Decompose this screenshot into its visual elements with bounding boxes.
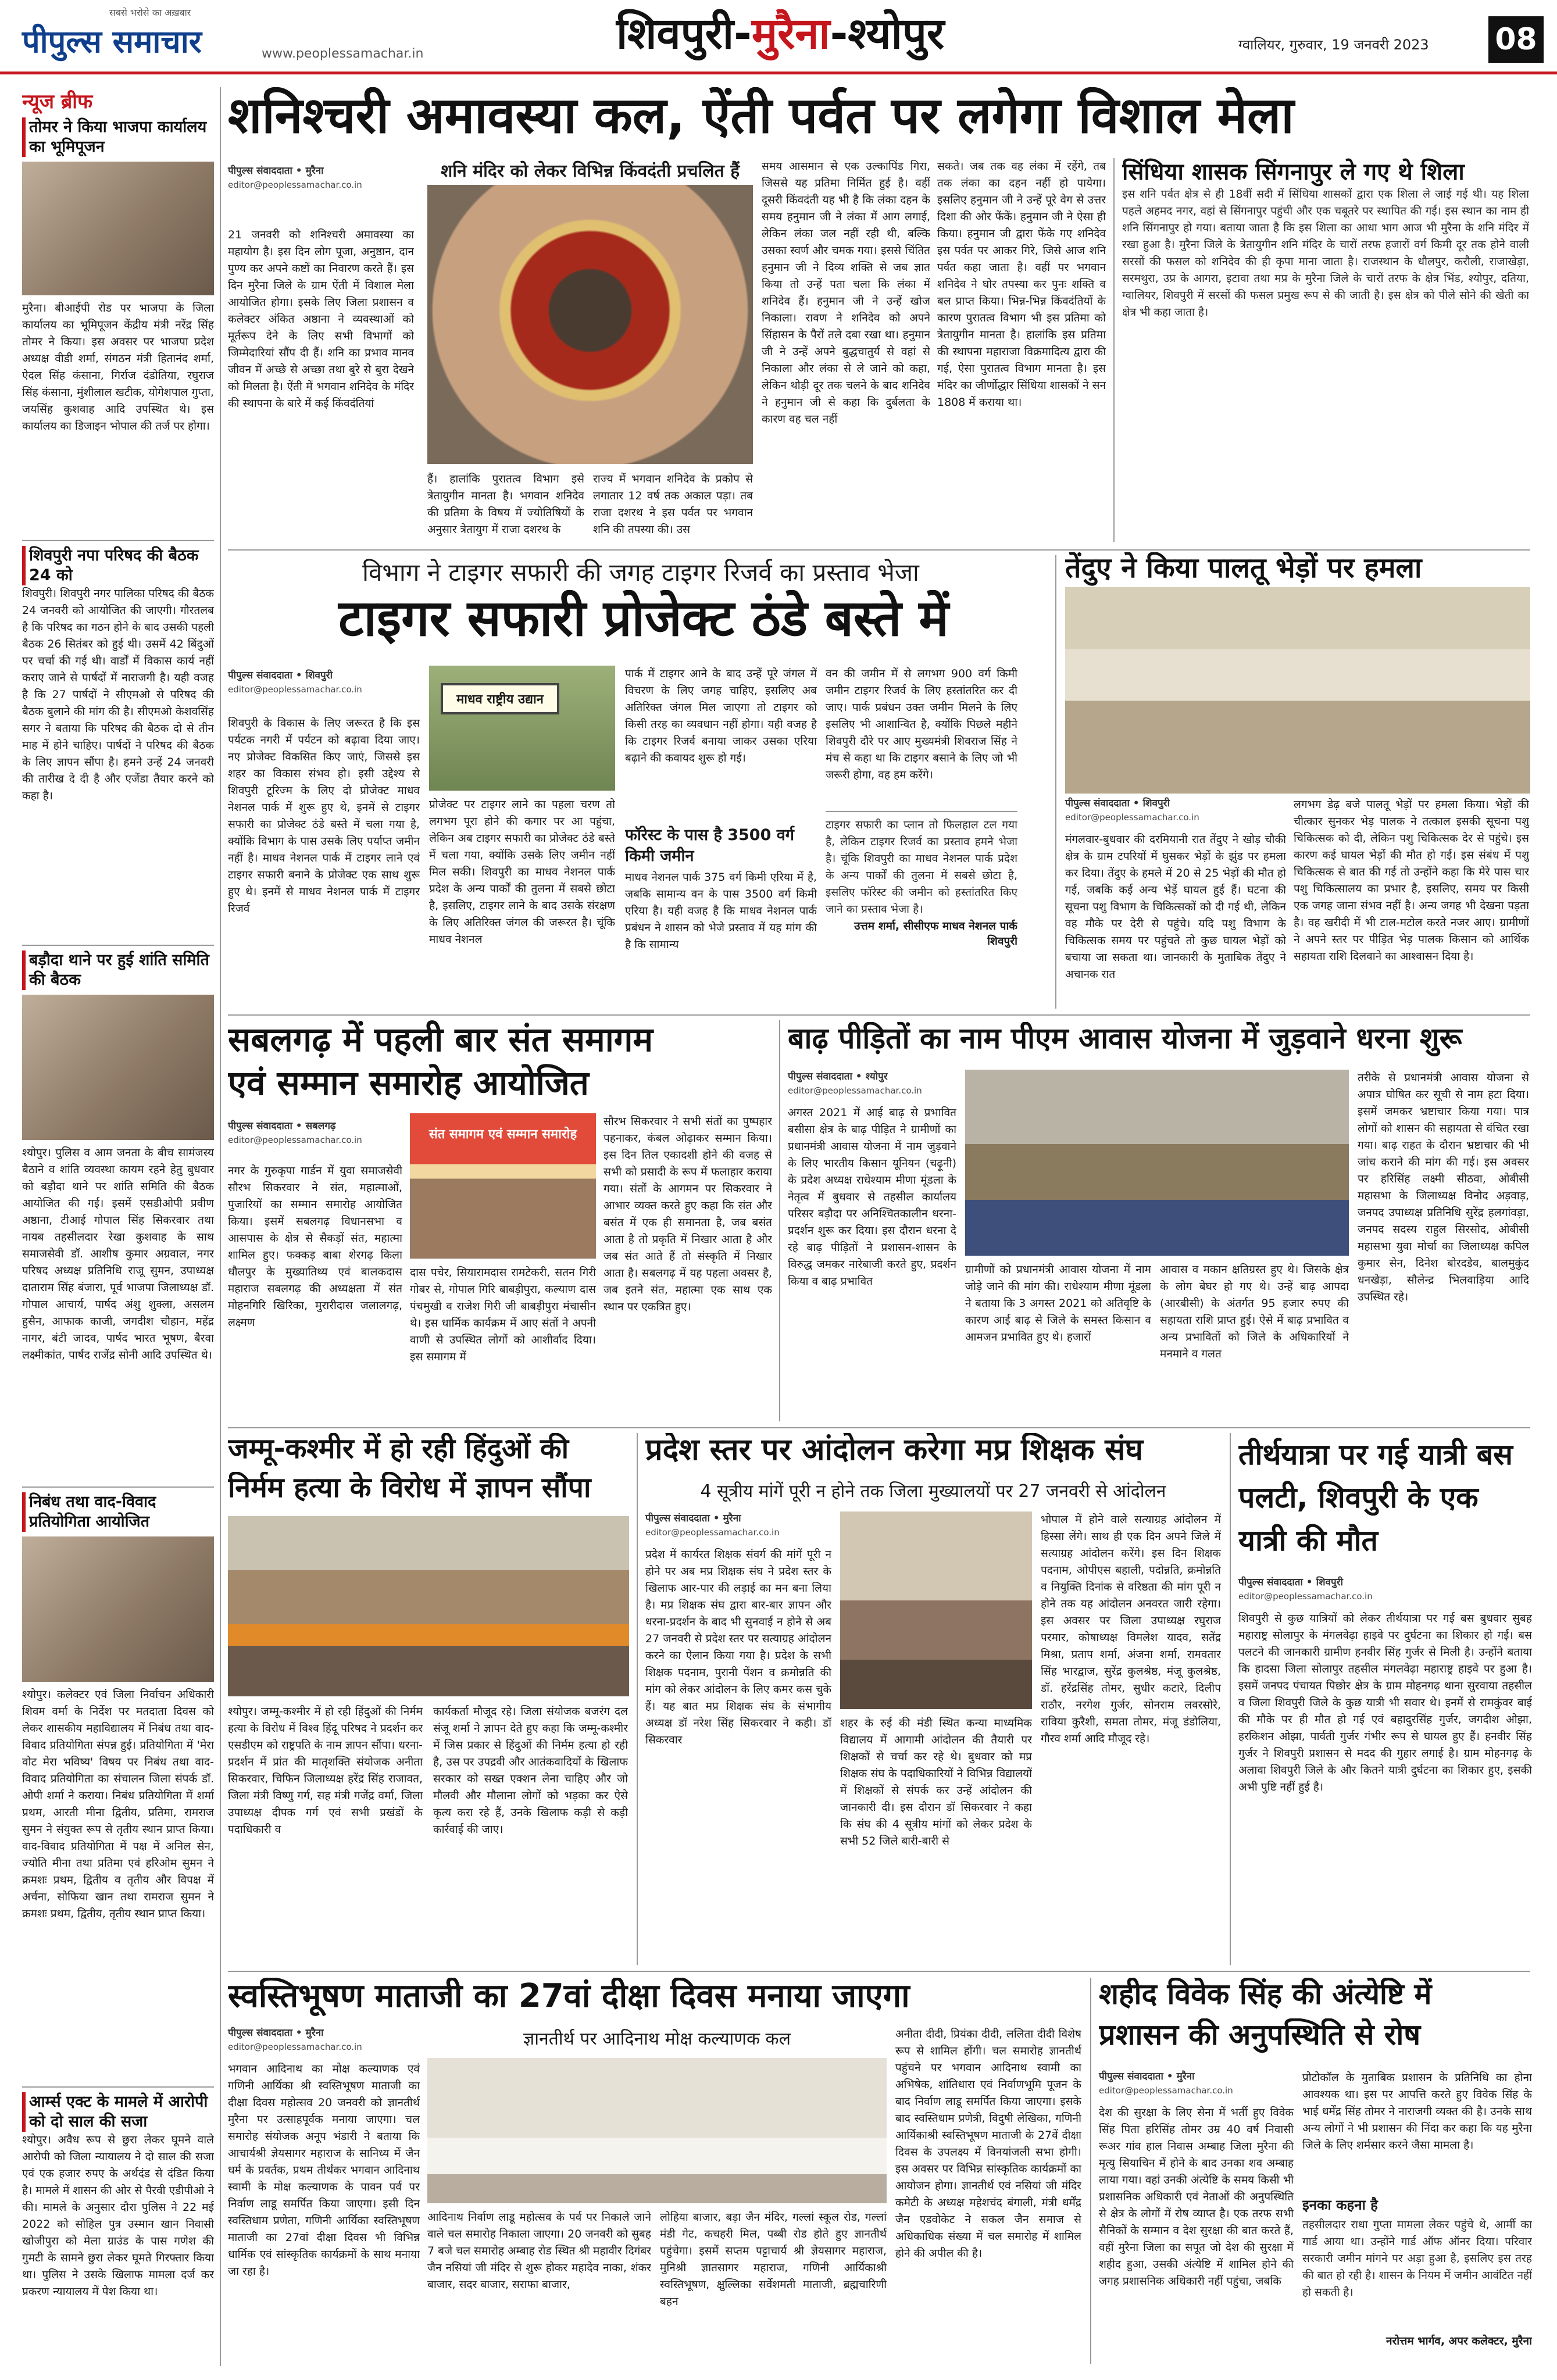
martyr-headline-2: प्रशासन की अनुपस्थिति से रोष	[1099, 2018, 1421, 2052]
martyr-headline-1: शहीद विवेक सिंह की अंत्येष्टि में	[1099, 1978, 1432, 2011]
brief-item	[22, 1492, 214, 2082]
byline-email: editor@peoplessamachar.co.in	[228, 1135, 362, 1145]
brief-photo	[22, 162, 214, 295]
martyr-col-2: प्रोटोकॉल के मुताबिक प्रशासन के प्रतिनिधि का होना आवश्यक था। इस पर आपत्ति करते हुए विवेक सिंह के भाई धर्मेंद्र सिंह तोमर ने नाराजगी व्यक्त की है। उनके साथ अन्य लोगों ने भी प्रशासन की निंदा कर कहा कि यह मुरैना जिले के लिए शर्मसार करने जैसा मामला है।	[1302, 2071, 1532, 2152]
tiger-byline	[228, 669, 420, 696]
flood-col-2: ग्रामीणों को प्रधानमंत्री आवास योजना में नाम जोड़े जाने की मांग की। राधेश्याम मीणा मूंडला ने बताया कि 3 अगस्त 2021 को अतिवृष्टि के कारण आई बाढ़ से जिले के समस्त किसान व आमजन प्रभावित हुए थे। हजारों	[965, 1263, 1151, 1343]
brief-item	[22, 950, 214, 1482]
section-divider	[228, 1971, 1530, 1972]
teachers-kicker: 4 सूत्रीय मांगें पूरी न होने तक जिला मुख्यालयों पर 27 जनवरी से आंदोलन	[700, 1481, 1166, 1502]
column-divider	[1090, 1978, 1091, 2364]
brief-photo	[22, 995, 214, 1140]
tiger-col-3b: माधव नेशनल पार्क 375 वर्ग किमी एरिया में है, जबकि सामान्य वन के पास 3500 वर्ग किमी एरिया है। यही वजह है कि माधव नेशनल पार्क प्रबंधन ने शासन को भेजे प्रस्ताव में यह मांग की है कि सामान्य	[625, 871, 817, 951]
section-title-2: मुरैना	[751, 9, 830, 59]
column-divider	[637, 1433, 638, 1965]
sidebar-body: इस शनि पर्वत क्षेत्र से ही 18वीं सदी में सिंधिया शासकों द्वारा एक शिला ले जाई गई थी। यह शिला पहले अहमद नगर, वहां से सिंगनापुर पहुंची और एक चबूतरे पर स्थापित की गई। इस स्थान का नाम ही शनि सिंगनापुर हो गया। बताया जाता है कि इस शिला का आधा भाग आज भी मुरैना के शनि मंदिर में रखा हुआ है। मुरैना जिले के त्रेतायुगीन शनि मंदिर के चारों तरफ हजारों वर्ग किमी दूर तक होने वाली सरसों की फसल को शनिदेव की ही कृपा माना जाता है। राजस्थान के धौलपुर, करौली, राजाखेड़ा, सरमथुरा, उप्र के आगरा, इटावा तथा मप्र के मुरैना जिले के चारों तरफ के क्षेत्र भिंड, श्योपुर, दतिया, ग्वालियर, शिवपुरी में सरसों की फसल प्रमुख रूप से की जाती है। इस क्षेत्र को पीले सोने की खेती का क्षेत्र भी कहा जाता है।	[1122, 188, 1529, 319]
quote-label: इनका कहना है	[1302, 2197, 1378, 2213]
byline-text: पीपुल्स संवाददाता • शिवपुरी	[1238, 1577, 1344, 1588]
sheep-photo	[1065, 587, 1530, 794]
logo-text: पीपुल्स समाचार	[22, 23, 202, 60]
swasti-col-4: अनीता दीदी, प्रियंका दीदी, ललिता दीदी विशेष रूप से शामिल होंगी। चल समारोह ज्ञानतीर्थ पहुंचने पर भगवान आदिनाथ स्वामी का अभिषेक, शांतिधारा एवं निर्वाणभूमि पूजन के बाद निर्वाण लाडू समर्पित किया जाएगा। इसके बाद स्वस्तिधाम प्रणेत्री, विदुषी लेखिका, गणिनी आर्यिकाश्री स्वस्तिभूषण माताजी के 27वें दीक्षा दिवस के उपलक्ष्य में विनयांजली सभा होगी। इस अवसर पर विभिन्न सांस्कृतिक कार्यक्रमों का आयोजन होगा। ज्ञानतीर्थ एवं नसियां जी मंदिर कमेटी के अध्यक्ष महेशचंद बंगाली, मंत्री धर्मेंद्र जैन एडवोकेट ने सकल जैन समाज से अधिकाधिक संख्या में चल समारोह में शामिल होने की अपील की है।	[895, 2028, 1081, 2260]
tiger-headline: टाइगर सफारी प्रोजेक्ट ठंडे बस्ते में	[338, 590, 949, 648]
park-sign: माधव राष्ट्रीय उद्यान	[441, 683, 559, 714]
leopard-headline: तेंदुए ने किया पालतू भेड़ों पर हमला	[1065, 552, 1422, 584]
teachers-headline: प्रदेश स्तर पर आंदोलन करेगा मप्र शिक्षक संघ	[645, 1433, 1144, 1467]
byline-email: editor@peoplessamachar.co.in	[1065, 812, 1199, 823]
column-divider	[220, 87, 221, 2366]
martyr-col-1: देश की सुरक्षा के लिए सेना में भर्ती हुए विवेक सिंह पिता हरिसिंह तोमर उम्र 40 वर्ष निवासी रूअर गांव हाल निवास अम्बाह जिला मुरैना की मृत्यु सियाचिन में होने के बाद उनका शव अम्बाह लाया गया। वहां उनकी अंत्येष्टि के समय किसी भी प्रशासनिक अधिकारी एवं नेताओं की अनुपस्थिति से क्षेत्र के लोगों में रोष व्याप्त है। एक तरफ सभी सैनिकों के सम्मान व देश सुरक्षा की बात करते हैं, वहीं मुरैना जिला का सपूत जो देश की सुरक्षा में शहीद हुआ, उसकी अंत्येष्टि में शामिल होने की जगह प्रशासनिक अधिकारी नहीं पहुंचा, जबकि	[1099, 2106, 1294, 2288]
byline-text: पीपुल्स संवाददाता • मुरैना	[645, 1513, 741, 1524]
dateline: ग्वालियर, गुरुवार, 19 जनवरी 2023	[1238, 37, 1429, 53]
tiger-col-3-wrap	[625, 666, 817, 1006]
flood-col-1: अगस्त 2021 में आई बाढ़ से प्रभावित बसीसा क्षेत्र के बाढ़ पीड़ित ने ग्रामीणों का प्रधानमंत्री आवास योजना में नाम जुड़वाने के लिए भारतीय किसान यूनियन (चढ़ूनी) के प्रदेश अध्यक्ष राधेश्याम मीणा मूंडला के नेतृत्व में बुधवार से तहसील कार्यालय परिसर बड़ौदा पर अनिश्चितकालीन धरना-प्रदर्शन शुरू कर दिया। इस दौरान धरना दे रहे बाढ़ पीड़ितों ने प्रशासन-शासन के विरुद्ध जमकर नारेबाजी करते हुए, प्रदर्शन किया व बाढ़ प्रभावित	[788, 1106, 956, 1288]
byline-email: editor@peoplessamachar.co.in	[788, 1085, 922, 1096]
brief-body: शिवपुरी। शिवपुरी नगर पालिका परिषद की बैठक 24 जनवरी को आयोजित की जाएगी। गौरतलब है कि परिषद का गठन होने के बाद उसकी पहली बैठक 26 सितंबर को हुई थी। उसमें 42 बिंदुओं पर चर्चा की गई थी। वार्डों में विकास कार्य नहीं कराए जाने से पार्षदों में नाराजगी है। यही वजह है कि 27 पार्षदों ने सीएमओ से परिषद की बैठक बुलाने की मांग की है। सीएमओ केशवसिंह सगर ने बताया कि परिषद की बैठक दो से तीन माह में होने चाहिए। पार्षदों ने परिषद की बैठक के लिए ज्ञापन सौंपा है। हमने उन्हें 24 जनवरी की तारीख दे दी है और एजेंडा तैयार करने को कहा है।	[22, 587, 214, 802]
bus-byline	[1238, 1575, 1532, 1603]
news-brief-title: न्यूज ब्रीफ	[22, 90, 93, 113]
byline-text: पीपुल्स संवाददाता • शिवपुरी	[1065, 798, 1170, 809]
tiger-subhead: फॉरेस्ट के पास है 3500 वर्ग किमी जमीन	[625, 826, 794, 865]
section-title-3: -श्योपुर	[830, 9, 945, 59]
teachers-photo	[840, 1511, 1032, 1709]
martyr-byline	[1099, 2070, 1294, 2097]
sabalgarh-col-2: दास पचेर, सियारामदास रामटेकरी, सतन गिरी गोबर से, गोपाल गिरि बाबड़ीपुरा, कल्याण दास पंचमुखी व राजेश गिरी जी बाबड़ीपुरा मंचासीन थे। इस धार्मिक कार्यक्रम में आए संतों ने अपनी वाणी से उपस्थित लोगों को आशीर्वाद दिया। इस समागम में	[410, 1266, 596, 1363]
lead-col-3: राज्य में भगवान शनिदेव के प्रकोप से लगातार 12 वर्ष तक अकाल पड़ा। तब राजा दशरथ ने इस पर्वत पर भगवान शनि की तपस्या की। उस	[593, 473, 753, 536]
column-divider	[779, 1020, 780, 1421]
teachers-byline	[645, 1511, 831, 1539]
swasti-col-2: आदिनाथ निर्वाण लाडू महोत्सव के पर्व पर निकाले जाने वाले चल समारोह निकाला जाएगा। 20 जनवरी को सुबह 7 बजे चल समारोह अम्बाह रोड स्थित श्री महावीर दिगंबर जैन नसियां जी मंदिर से शुरू होकर महादेव नाका, शंकर बाजार, सदर बाजार, सराफा बाजार,	[427, 2211, 651, 2291]
section-divider	[228, 1014, 1530, 1016]
lead-col-4: समय आसमान से एक उल्कापिंड गिरा, जिससे यह प्रतिमा निर्मित हुई है। वहीं दूसरी किंवदंती यह भी है कि लंका दहन के समय हनुमान जी ने लंका में आग लगाई, लेकिन लंका जल नहीं रही थी, बल्कि उसका स्वर्ण और चमक गया। इससे चिंतित हनुमान जी ने दिव्य शक्ति से जब ज्ञात किया तो उन्हें पता चला कि लंका में शनिदेव हैं। हनुमान जी ने उन्हें खोज निकाला। रावण ने शनिदेव को अपने सिंहासन के पैरों तले दबा रखा था। हनुमान जी ने उन्हें अपने बुद्धचातुर्य से वहां से निकाला और लंका से ले जाने को कहा, लेकिन थोड़ी दूर तक चलने के बाद शनिदेव ने हनुमान जी से कहा कि दुर्बलता के कारण वह चल नहीं	[762, 160, 930, 426]
flood-col-3: आवास व मकान क्षतिग्रस्त हुए थे। जिसके क्षेत्र के लोग बेघर हो गए थे। उन्हें बाढ़ आपदा (आरबीसी) के अंतर्गत 95 हजार रुपए की सहायता राशि प्राप्त हुई। ऐसे में बाढ़ प्रभावित व अन्य प्रभावितों को जिले के अधिकारियों ने मनमाने व गलत	[1160, 1263, 1349, 1360]
kashmir-col-2: कार्यकर्ता मौजूद रहे। जिला संयोजक बजरंग दल संजू शर्मा ने ज्ञापन देते हुए कहा कि जम्मू-कश्मीर में जिस प्रकार से हिंदुओं की निर्मम हत्या हो रही है, उस पर उपद्रवी और आतंकवादियों के खिलाफ सरकार को सख्त एक्शन लेना चाहिए और जो मौलवी और मौलाना लोगों को भड़का कर ऐसे कृत्य करा रहे हैं, उनके खिलाफ कड़ी से कड़ी कार्रवाई की जाए।	[433, 1705, 628, 1836]
teachers-col-2: शहर के रुई की मंडी स्थित कन्या माध्यमिक विद्यालय में आगामी आंदोलन की तैयारी पर शिक्षकों से चर्चा कर रहे थे। बुधवार को मप्र शिक्षक संघ के पदाधिकारियों ने विभिन्न विद्यालयों में शिक्षकों से संपर्क कर उन्हें आंदोलन की जानकारी दी। इस दौरान डॉ सिकरवार ने कहा कि संघ की 4 सूत्रीय मांगों को लेकर प्रदेश के सभी 52 जिले बारी-बारी से	[840, 1717, 1032, 1847]
lead-photo-caption: शनि मंदिर को लेकर विभिन्न किंवदंती प्रचलित हैं	[440, 161, 740, 181]
swasti-col-3: लोहिया बाजार, बड़ा जैन मंदिर, गल्लां स्कूल रोड, गल्लां मंडी गेट, कचहरी मिल, पब्बी रोड होते हुए ज्ञानतीर्थ पहुंचेगा। इसमें सप्तम पट्टाचार्य श्री ज्ञेयसागर महाराज, मुनिश्री ज्ञातसागर महाराज, गणिनी आर्यिकाश्री स्वस्तिभूषण, क्षुल्लिका सर्वेशमती माताजी, ब्रह्मचारिणी बहन	[660, 2211, 887, 2308]
tiger-col-3: पार्क में टाइगर आने के बाद उन्हें पूरे जंगल में विचरण के लिए जगह चाहिए, इसलिए अब अतिरिक्त जंगल मिल जाएगा तो टाइगर को किसी तरह का व्यवधान नहीं होगा। यही वजह है कि टाइगर रिजर्व बनाया जाकर उसका एरिया बढ़ाने की कवायद शुरू हो गई।	[625, 667, 817, 764]
masthead	[0, 0, 1557, 74]
byline-text: पीपुल्स संवाददाता • श्योपुर	[788, 1071, 888, 1082]
kashmir-headline-2: निर्मम हत्या के विरोध में ज्ञापन सौंपा	[228, 1472, 591, 1504]
byline-email: editor@peoplessamachar.co.in	[1238, 1591, 1373, 1602]
lead-sidebar	[1122, 158, 1529, 542]
brief-item	[22, 546, 214, 940]
tiger-col-1: शिवपुरी के विकास के लिए जरूरत है कि इस पर्यटक नगरी में पर्यटन को बढ़ावा दिया जाए। नए प्रोजेक्ट विकसित किए जाएं, जिससे इस शहर का विकास संभव हो। इसी उद्देश्य से शिवपुरी टूरिज्म के लिए दो प्रोजेक्ट माधव नेशनल पार्क में शुरू हुए थे, इनमें से टाइगर सफारी का प्रोजेक्ट ठंडे बस्ते में चला गया है, क्योंकि विभाग के पास उसके लिए पर्याप्त जमीन नहीं है। माधव नेशनल पार्क में टाइगर लाने एवं टाइगर सफारी बनाने के प्रोजेक्ट एक साथ शुरू हुए थे। इनमें से माधव नेशनल पार्क में टाइगर रिजर्व	[228, 717, 420, 915]
brief-body: श्योपुर। पुलिस व आम जनता के बीच सामंजस्य बैठाने व शांति व्यवस्था कायम रहने हेतु बुधवार को बड़ौदा थाने पर शांति समिति की बैठक आयोजित की गई। इसमें एसडीओपी प्रवीण अष्ठाना, टीआई गोपाल सिंह सिकरवार तथा नायब तहसीलदार रेखा कुशवाह के साथ समाजसेवी डॉ. आशीष कुमार अग्रवाल, नगर परिषद अध्यक्ष प्रतिनिधि राजू सुमन, उपाध्यक्ष दाताराम सिंह बंजारा, पूर्व भाजपा जिलाध्यक्ष डॉ. गोपाल आचार्य, पार्षद अंशु शुक्ला, असलम हुसैन, आफाक काजी, जगदीश चौहान, महेंद्र नागर, बंटी जादव, पार्षद भारत भूषण, बैरवा लक्ष्मीकांत, पार्षद राजेंद्र सोनी आदि उपस्थित थे।	[22, 1146, 214, 1361]
divider	[22, 2086, 214, 2088]
section-divider	[228, 1427, 1530, 1428]
lead-col-1: 21 जनवरी को शनिश्चरी अमावस्या का महायोग है। इस दिन लोग पूजा, अनुष्ठान, दान पुण्य कर अपने कष्टों का निवारण करते हैं। इस दिन मुरैना जिले के ग्राम ऐंती में विशाल मेला आयोजित होगा। इसके लिए जिला प्रशासन व कलेक्टर अंकित अष्ठाना ने व्यवस्थाओं को मूर्तरूप देने के लिए सभी विभागों को जिम्मेदारियां सौंप दी हैं। शनि का प्रभाव मानव जीवन में अच्छे से अच्छा तथा बुरे से बुरा देखने को मिलता है। ऐंती में भगवान शनिदेव के मंदिर की स्थापना के बारे में कई किंवदंतियां	[228, 228, 414, 410]
bus-body: शिवपुरी से कुछ यात्रियों को लेकर तीर्थयात्रा पर गई बस बुधवार सुबह महाराष्ट्र सोलापुर के मंगलवेढ़ा हाइवे पर दुर्घटना का शिकार हो गई। बस पलटने की जानकारी ग्रामीण हनवीर सिंह गुर्जर से मिली है। उन्होंने बताया कि हादसा जिला सोलापुर तहसील मंगलवेढ़ा महाराष्ट्र हाइवे पर हुआ है। इसमें जनपद पंचायत पिछोर क्षेत्र के ग्राम मोहनगढ़ थाना सुरवाया तहसील व जिला शिवपुरी जिले के कुछ यात्री भी सवार थे। इनमें से रामकुंवर बाई की मौके पर ही मौत हो गई एवं बहादुरसिंह गुर्जर, जगदीश ओझा, हरकिशन ओझा, पार्वती गुर्जर गंभीर रूप से घायल हुए हैं। हनवीर सिंह गुर्जर ने शिवपुरी प्रशासन से मदद की गुहार लगाई है। ग्राम मोहनगढ़ के अलावा शिवपुरी जिले के और कितने यात्री दुर्घटना का शिकार हुए, इसकी अभी पुष्टि नहीं हुई है।	[1238, 1612, 1532, 1793]
byline-email: editor@peoplessamachar.co.in	[1099, 2085, 1233, 2096]
brief-photo	[22, 1536, 214, 1682]
byline-text: पीपुल्स संवाददाता • सबलगढ़	[228, 1120, 336, 1132]
logo	[22, 6, 278, 64]
lead-col-2: हैं। हालांकि पुरातत्व विभाग इसे त्रेतायुगीन मानता है। भगवान शनिदेव की प्रतिमा के विषय में ज्योतिषियों के अनुसार त्रेतायुग में राजा दशरथ के	[427, 473, 584, 536]
tiger-col-4: वन की जमीन में से लगभग 900 वर्ग किमी जमीन टाइगर रिजर्व के लिए हस्तांतरित कर दी जाए। पार्क प्रबंधन उक्त जमीन मिलने के लिए इसलिए भी आशान्वित है, क्योंकि पिछले महीने शिवपुरी दौरे पर आए मुख्यमंत्री शिवराज सिंह ने मंच से कहा था कि टाइगर बसाने के लिए जो भी जरूरी होगा, वह हम करेंगे।	[826, 667, 1017, 781]
byline-email: editor@peoplessamachar.co.in	[228, 2042, 362, 2052]
quote-by: नरोत्तम भार्गव, अपर कलेक्टर, मुरैना	[1385, 2335, 1532, 2347]
swasti-byline	[228, 2026, 420, 2054]
brief-head: निबंध तथा वाद-विवाद प्रतियोगिता आयोजित	[22, 1492, 214, 1532]
column-divider	[1055, 555, 1056, 1009]
teachers-col-1: प्रदेश में कार्यरत शिक्षक संवर्ग की मांगें पूरी न होने पर अब मप्र शिक्षक संघ ने प्रदेश स्तर के खिलाफ आर-पार की लड़ाई का मन बना लिया है। मप्र शिक्षक संघ द्वारा बार-बार ज्ञापन और धरना-प्रदर्शन के बाद भी सुनवाई न होने से अब 27 जनवरी से प्रदेश स्तर पर सत्याग्रह आंदोलन करने का ऐलान किया गया है। प्रदेश के सभी शिक्षक पदनाम, पुरानी पेंशन व क्रमोन्नति की मांग को लेकर आंदोलन के लिए कमर कस चुके हैं। यह बात मप्र शिक्षक संघ के संभागीय अध्यक्ष डॉ नरेश सिंह सिकरवार ने कही। डॉ सिकरवार	[645, 1548, 831, 1746]
byline-email: editor@peoplessamachar.co.in	[228, 684, 362, 695]
divider	[22, 945, 214, 946]
tiger-kicker: विभाग ने टाइगर सफारी की जगह टाइगर रिजर्व का प्रस्ताव भेजा	[362, 558, 919, 587]
leopard-col-2: लगभग डेढ़ बजे पालतू भेड़ों पर हमला किया। भेड़ों की चीत्कार सुनकर भेड़ पालक ने तत्काल इसकी सूचना पशु चिकित्सक को दी, लेकिन पशु चिकित्सक देर से पहुंचे। इस कारण कई घायल भेड़ों की मौत हो गई। इस संबंध में पशु चिकित्सक से बात की गई तो उन्होंने कहा कि मेरे पास चार पशु चिकित्सालय का प्रभार है, इसलिए, समय पर किसी एक जगह जाना संभव नहीं है। अन्य जगह भी देखना पड़ता है। वह खरीदी में भी टाल-मटोल करते नजर आए। ग्रामीणों ने अपने स्तर पर पीड़ित भेड़ पालक किसान को आर्थिक सहायता राशि दिलवाने का आश्वासन दिया है।	[1294, 798, 1529, 963]
brief-body: श्योपुर। अवैध रूप से छुरा लेकर घूमने वाले आरोपी को जिला न्यायालय ने दो साल की सजा एवं एक हजार रुपए के अर्थदंड से दंडित किया है। मामले में शासन की ओर से पैरवी एडीपीओ ने की। मामले के अनुसार दौरा पुलिस ने 22 मई 2022 को सोहिल पुत्र उस्मान खान निवासी खोजीपुरा को मेला ग्राउंड के पास गणेश की गुमटी के सामने छुरा लेकर घूमते गिरफ्तार किया था। पुलिस ने उसके खिलाफ मामला दर्ज कर प्रकरण न्यायालय में पेश किया था।	[22, 2134, 214, 2298]
tiger-quote	[826, 811, 1017, 948]
leopard-byline	[1065, 796, 1286, 824]
dharna-photo	[965, 1070, 1349, 1256]
lead-col-5: सकते। जब तक वह लंका में रहेंगे, तब तक लंका का दहन नहीं हो पायेगा। इसलिए हनुमान जी ने उन्हें पूरे वेग से उत्तर दिशा की ओर फेंकें। हनुमान जी ने ऐसा ही किया। हनुमान जी द्वारा फेंके गए शनिदेव इस पर्वत पर आकर गिरे, जिसे आज शनि पर्वत कहा जाता है। वहीं पर भगवान शनिदेव ने घोर तपस्या कर पुनः शक्ति व बल प्राप्त किया। भिन्न-भिन्न किंवदंतियों के कारण पुरातत्व विभाग भी इस प्रतिमा को त्रेतायुगीन मानता है। हालांकि इस प्रतिमा की स्थापना महाराजा विक्रमादित्य द्वारा की गई, ऐसा पुरातत्व विभाग मानता है। इस मंदिर का जीर्णोद्धार सिंधिया शासकों ने सन 1808 में कराया था।	[937, 160, 1106, 409]
swasti-kicker: ज्ञानतीर्थ पर आदिनाथ मोक्ष कल्याणक कल	[523, 2029, 791, 2049]
byline-text: पीपुल्स संवाददाता • शिवपुरी	[228, 670, 333, 681]
lead-byline	[228, 164, 414, 192]
divider	[22, 540, 214, 541]
sabalgarh-col-1: नगर के गुरुकृपा गार्डन में युवा समाजसेवी सौरभ सिकरवार ने संत, महात्माओं, पुजारियों का सम्मान समारोह आयोजित किया। इसमें सबलगढ़ विधानसभा व आसपास के क्षेत्र से सैकड़ों संत, महात्मा शामिल हुए। फक्कड़ बाबा शेरगढ़ किला धौलपुर के मुख्यातिथ्य एवं बालकदास महाराज सबलगढ़ की अध्यक्षता में संत मोहनगिरि खिरिका, मुरारीदास जलालगढ़, लक्ष्मण	[228, 1164, 402, 1329]
brief-head: बड़ौदा थाने पर हुई शांति समिति की बैठक	[22, 950, 214, 990]
section-title-1: शिवपुरी-	[616, 9, 752, 59]
section-divider	[228, 549, 1530, 551]
brief-item	[22, 117, 214, 535]
sabalgarh-headline-1: सबलगढ़ में पहली बार संत समागम	[228, 1020, 653, 1059]
madhav-park-photo	[429, 666, 615, 791]
news-brief	[22, 87, 214, 2366]
byline-text: पीपुल्स संवाददाता • मुरैना	[1099, 2071, 1195, 2082]
samagam-photo	[410, 1113, 596, 1259]
flood-col-4: तरीके से प्रधानमंत्री आवास योजना से अपात्र घोषित कर सूची से नाम हटा दिया। इसमें जमकर भ्रष्टाचार किया गया। पात्र लोगों को शासन की सहायता से वंचित रखा गया। बाढ़ राहत के दौरान भ्रष्टाचार की भी जांच कराने की मांग की गई। इस अवसर पर हरिसिंह लक्ष्मी सीठवा, ओबीसी महासभा के जिलाध्यक्ष विनोद अड़वाड़, जनपद उपाध्यक्ष प्रतिनिधि सुरेंद्र हलगांवड़ा, जनपद सदस्य राहुल सिरसोद, ओबीसी महासभा युवा मोर्चा का जिलाध्यक्ष कपिल कुमार सेन, दिनेश बोरदडेव, बालमुकुंद धनखेड़ा, सौलेन्द्र भिलवाड़िया आदि उपस्थित रहे।	[1358, 1071, 1529, 1303]
lead-headline: शनिश्चरी अमावस्या कल, ऐंती पर्वत पर लगेगा विशाल मेला	[228, 87, 1294, 145]
divider	[22, 1486, 214, 1488]
byline-email: editor@peoplessamachar.co.in	[645, 1527, 780, 1538]
quote-text: टाइगर सफारी का प्लान तो फिलहाल टल गया है, लेकिन टाइगर रिजर्व का प्रस्ताव हमने भेजा है। चूंकि शिवपुरी का माधव नेशनल पार्क प्रदेश के अन्य पार्कों की तुलना में सबसे छोटा है, इसलिए फॉरेस्ट की जमीन को हस्तांतरित किए जाने का प्रस्ताव भेजा है।	[826, 819, 1017, 916]
banner-text: संत समागम एवं सम्मान समारोह	[428, 1127, 577, 1142]
brief-head: आर्म्स एक्ट के मामले में आरोपी को दो साल की सजा	[22, 2092, 214, 2132]
logo-tagline: सबसे भरोसे का अख़बार	[109, 7, 191, 18]
martyr-col-2-wrap	[1302, 2070, 1532, 2363]
vhp-photo	[228, 1516, 629, 1696]
byline-text: पीपुल्स संवाददाता • मुरैना	[228, 2027, 324, 2039]
byline-email: editor@peoplessamachar.co.in	[228, 180, 362, 190]
flood-byline	[788, 1070, 956, 1098]
tiger-col-2: प्रोजेक्ट पर टाइगर लाने का पहला चरण तो लगभग पूरा होने की कगार पर आ पहुंचा, लेकिन अब टाइगर सफारी का प्रोजेक्ट ठंडे बस्ते में चला गया, क्योंकि उसके लिए जमीन नहीं मिल सकी। शिवपुरी का माधव नेशनल पार्क प्रदेश के अन्य पार्कों की तुलना में सबसे छोटा है, इसलिए, टाइगर लाने के बाद उसके संरक्षण के लिए अतिरिक्त जंगल की जरूरत है। चूंकि माधव नेशनल	[429, 798, 615, 946]
aryika-photo	[427, 2058, 887, 2203]
site-url: www.peoplessamachar.in	[262, 47, 424, 61]
quote-text: तहसीलदार राधा गुप्ता मामला लेकर पहुंचे थे, आर्मी का गार्ड आया था। उन्होंने गार्ड ऑफ ऑनर दिया। परिवार सरकारी जमीन मांगने पर अड़ा हुआ है, इसलिए इस तरह की बात हो रही है। शासन के नियम में जमीन आवंटित नहीं हो सकती है।	[1302, 2218, 1532, 2299]
sidebar-head: सिंधिया शासक सिंगनापुर ले गए थे शिला	[1122, 159, 1465, 185]
kashmir-col-1: श्योपुर। जम्मू-कश्मीर में हो रही हिंदुओं की निर्मम हत्या के विरोध में विश्व हिंदू परिषद ने प्रदर्शन कर एसडीएम को राष्ट्रपति के नाम ज्ञापन सौंपा। धरना-प्रदर्शन में प्रांत की मातृशक्ति संयोजक अनीता सिकरवार, चिफिन जिलाध्यक्ष हरेंद्र सिंह राजावत, जिला मंत्री विष्णु गर्ग, सह मंत्री गजेंद्र वर्मा, जिला उपाध्यक्ष दीपक गर्ग एवं सभी प्रखंडों के पदाधिकारी व	[228, 1705, 423, 1836]
brief-head: तोमर ने किया भाजपा कार्यालय का भूमिपूजन	[22, 117, 214, 157]
sabalgarh-byline	[228, 1119, 402, 1147]
byline-text: पीपुल्स संवाददाता • मुरैना	[228, 165, 324, 177]
sabalgarh-col-3: सौरभ सिकरवार ने सभी संतों का पुष्पहार पहनाकर, कंबल ओढ़ाकर सम्मान किया। इस दिन तिल एकादशी होने की वजह से सभी को प्रसादी के रूप में फलाहार कराया गया। संतों के आगमन पर सिकरवार ने आभार व्यक्त करते हुए कहा कि संत और बसंत में एक ही समानता है, जब बसंत आता है तो प्रकृति में निखार आता है और जब संत आते हैं तो संस्कृति में निखार आता है। सबलगढ़ में यह पहला अवसर है, जब इतने संत, महात्मा एक साथ एक स्थान पर एकत्रित हुए।	[603, 1115, 772, 1313]
quote-by: उत्तम शर्मा, सीसीएफ माधव नेशनल पार्क शिवपुरी	[854, 920, 1017, 948]
swasti-col-1: भगवान आदिनाथ का मोक्ष कल्याणक एवं गणिनी आर्यिका श्री स्वस्तिभूषण माताजी का दीक्षा दिवस महोत्सव 20 जनवरी को ज्ञानतीर्थ मुरैना पर उत्साहपूर्वक मनाया जाएगा। चल समारोह संयोजक अनूप भंडारी ने बताया कि आचार्यश्री ज्ञेयसागर महाराज के सानिध्य में जैन धर्म के प्रवर्तक, प्रथम तीर्थंकर भगवान आदिनाथ स्वामी के मोक्ष कल्याणक के पावन पर्व पर निर्वाण लाडू समर्पित किया जाएगा। इसी दिन स्वस्तिधाम प्रणेता, गणिनी आर्यिका स्वस्तिभूषण माताजी का 27वां दीक्षा दिवस भी विभिन्न धार्मिक एवं सांस्कृतिक कार्यक्रमों के साथ मनाया जा रहा है।	[228, 2063, 420, 2278]
brief-head: शिवपुरी नपा परिषद की बैठक 24 को	[22, 546, 214, 585]
tiger-col-4-wrap	[826, 666, 1017, 1006]
swasti-headline: स्वस्तिभूषण माताजी का 27वां दीक्षा दिवस मनाया जाएगा	[228, 1978, 910, 2015]
flood-headline: बाढ़ पीड़ितों का नाम पीएम आवास योजना में जुड़वाने धरना शुरू	[788, 1022, 1462, 1055]
section-title	[616, 5, 1081, 69]
page-number: 08	[1488, 16, 1544, 63]
bus-headline: तीर्थयात्रा पर गई यात्री बस पलटी, शिवपुरी के एक यात्री की मौत	[1238, 1438, 1513, 1557]
brief-item	[22, 2092, 214, 2366]
leopard-col-1: मंगलवार-बुधवार की दरमियानी रात तेंदुए ने खोड़ चौकी क्षेत्र के ग्राम टपरियों में घुसकर भेड़ों के झुंड पर हमला कर दिया। तेंदुए के हमले में 20 से 25 भेड़ों की मौत हो गई, जबकि कई अन्य भेड़ें घायल हुई हैं। घटना की सूचना पशु विभाग के चिकित्सकों को दी गई थी, लेकिन वह मौके पर देरी से पहुंचे। यदि पशु विभाग के चिकित्सक समय पर पहुंचते तो कुछ घायल भेड़ों को बचाया जा सकता था। जानकारी के मुताबिक तेंदुए ने अचानक रात	[1065, 833, 1286, 981]
brief-body: मुरैना। बीआईपी रोड पर भाजपा के जिला कार्यालय का भूमिपूजन केंद्रीय मंत्री नरेंद्र सिंह तोमर ने किया। इस अवसर पर भाजपा प्रदेश अध्यक्ष वीडी शर्मा, संगठन मंत्री हितानंद शर्मा, ऐदल सिंह कंसाना, गिर्राज दंडोतिया, रघुराज सिंह कंसाना, मुंशीलाल खटीक, योगेशपाल गुप्ता, जयसिंह कुशवाह आदि उपस्थित थे। इस कार्यालय का डिजाइन भोपाल की तर्ज पर होगा।	[22, 302, 214, 433]
brief-body: श्योपुर। कलेक्टर एवं जिला निर्वाचन अधिकारी शिवम वर्मा के निर्देश पर मतदाता दिवस को लेकर शासकीय महाविद्यालय में निबंध तथा वाद-विवाद प्रतियोगिता संपन्न हुई। प्रतियोगिता में 'मेरा वोट मेरा भविष्य' विषय पर निबंध तथा वाद-विवाद प्रतियोगिता का संचालन जिला संपर्क डॉ. ओपी शर्मा ने कराया। निबंध प्रतियोगिता में शर्मा प्रथम, आरती मीना द्वितीय, प्रतिमा, रामराज सुमन ने संयुक्त रूप से तृतीय स्थान प्राप्त किया। वाद-विवाद प्रतियोगिता में पक्ष में अनिल सेन, ज्योति मीना तथा प्रतिमा एवं हरिओम सुमन ने क्रमशः प्रथम, द्वितीय व तृतीय और विपक्ष में अर्चना, सोफिया खान तथा रामराज सुमन ने क्रमशः प्रथम, द्वितीय, तृतीय स्थान प्राप्त किया।	[22, 1688, 214, 1920]
sabalgarh-headline-2: एवं सम्मान समारोह आयोजित	[228, 1064, 589, 1103]
column-divider	[1113, 158, 1115, 542]
column-divider	[1230, 1433, 1231, 1965]
kashmir-headline-1: जम्मू-कश्मीर में हो रही हिंदुओं की	[228, 1433, 569, 1465]
teachers-col-3: भोपाल में होने वाले सत्याग्रह आंदोलन में हिस्सा लेंगे। साथ ही एक दिन अपने जिले में सत्याग्रह आंदोलन करेंगे। इस दिन शिक्षक पदनाम, ओपीएस बहाली, पदोन्नति, क्रमोन्नति व नियुक्ति दिनांक से वरिष्ठता की मांग पूरी न होने तक यह आंदोलन अनवरत जारी रहेगा। इस अवसर पर जिला उपाध्यक्ष रघुराज परमार, कोषाध्यक्ष विमलेश यादव, सतेंद्र मिश्रा, प्रताप शर्मा, अंजना शर्मा, रामवतार सिंह भारद्वाज, सुरेंद्र कुलश्रेष्ठ, मंजू कुलश्रेष्ठ, डॉ. हरेंद्रसिंह तोमर, सुधीर कटारे, दिलीप राठौर, नरगेश गुर्जर, सोनराम लवरसोरे, राविया कुरैशी, समता तोमर, मंजू डंडोलिया, गौरव शर्मा आदि मौजूद रहे।	[1041, 1513, 1221, 1745]
shani-idol-photo	[427, 185, 753, 464]
